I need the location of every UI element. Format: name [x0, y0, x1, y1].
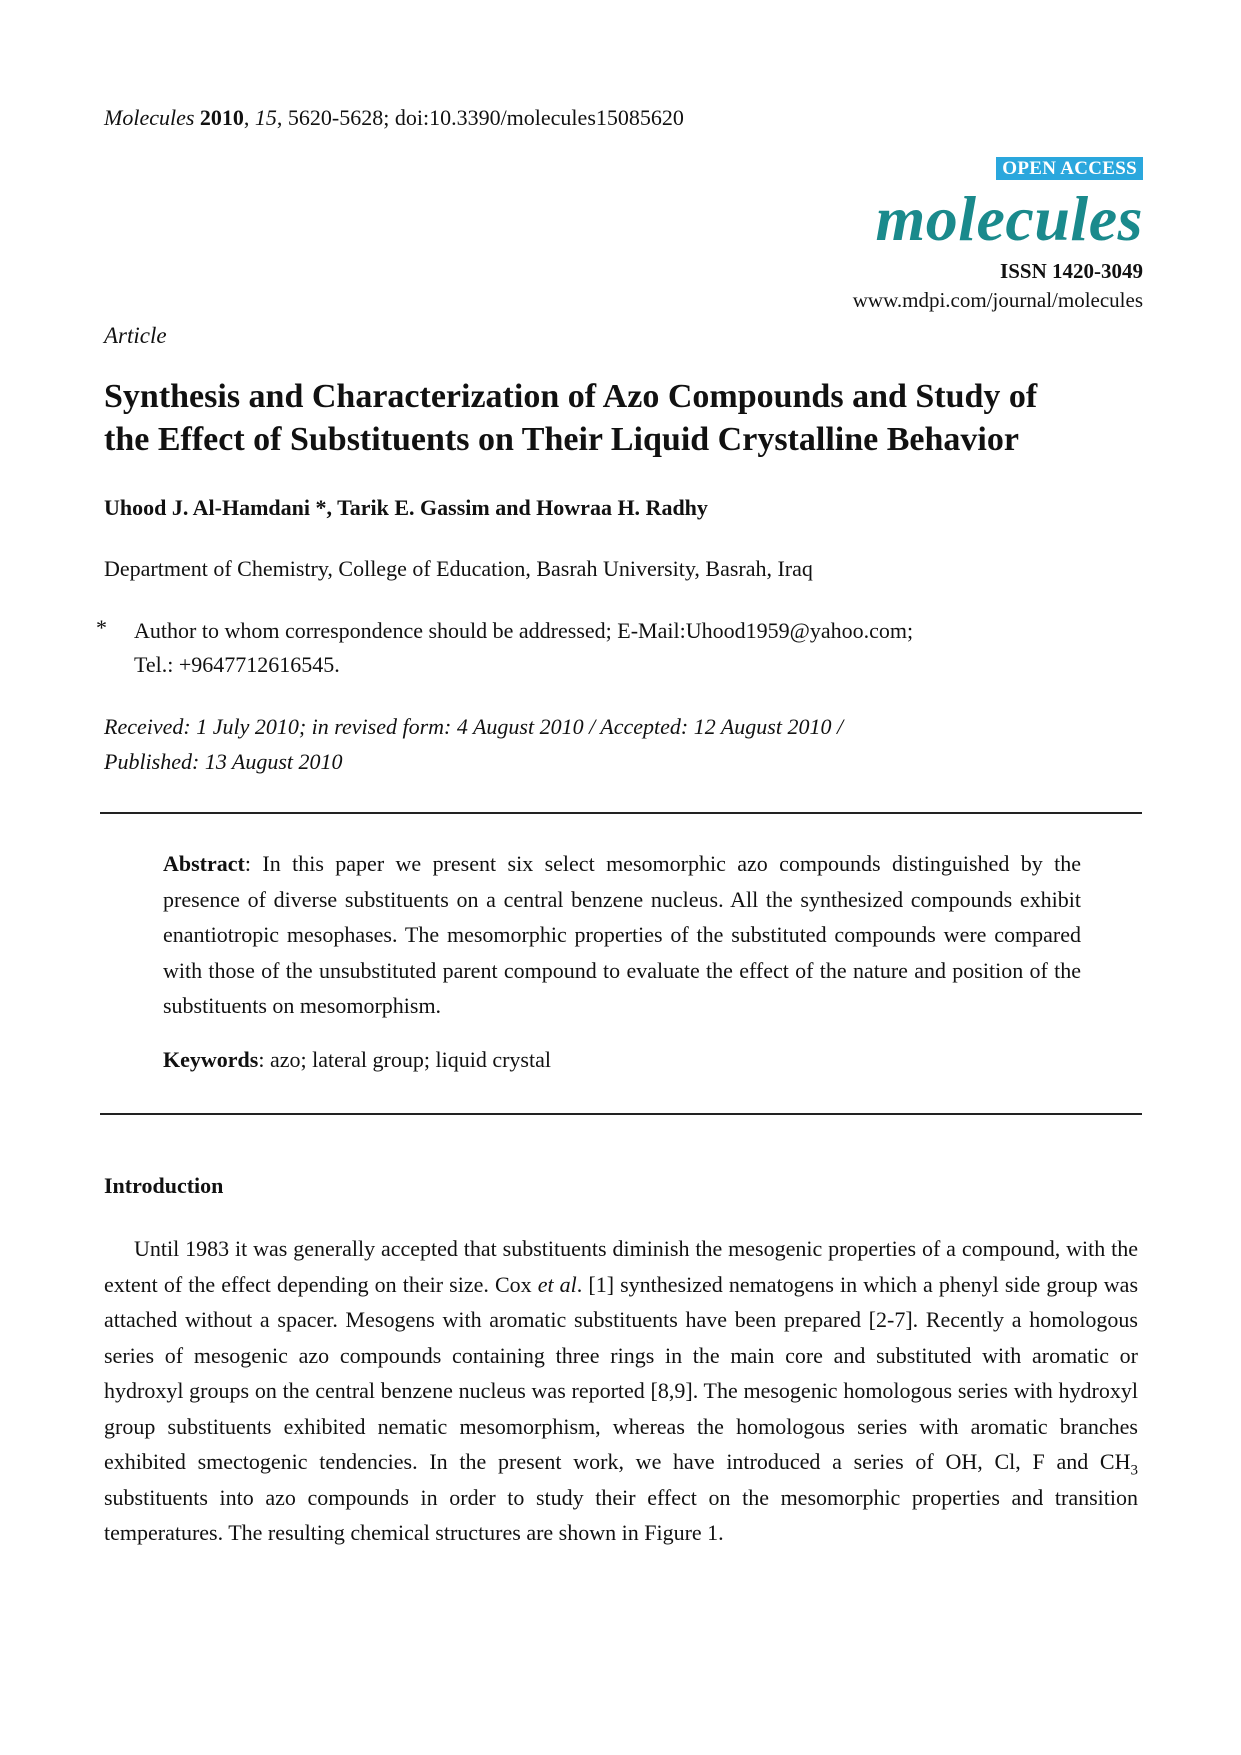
intro-subscript: 3: [1130, 1462, 1138, 1479]
divider-bottom: [100, 1113, 1142, 1115]
intro-text-3: substituents into azo compounds in order to study their effect on the mesomorphic properties and transition temperatures. The resulting chemical structures are shown in Figure 1.: [104, 1484, 1138, 1545]
intro-text-1: Until 1983 it was generally accepted that substituents diminish the mesogenic properties of a compound, with the extent of the effect depending on their size. Cox: [104, 1236, 1138, 1297]
keywords-label: Keywords: [163, 1047, 259, 1072]
abstract-label: Abstract: [163, 851, 245, 876]
dates-line-2: Published: 13 August 2010: [104, 749, 343, 774]
intro-text-2: . [1] synthesized nematogens in which a phenyl side group was attached without a spacer. Mesogens with aromatic substituents have been prepared [2-7]. Recently a homologous series of mesogenic azo compounds containing three rings in the main core and substituted with aromatic or hydroxyl groups on the central benzene nucleus was reported [8,9]. The mesogenic homologous series with hydroxyl group substituents exhibited nematic mesomorphism, whereas the homologous series with aromatic branches exhibited smectogenic tendencies. In the present work, we have introduced a series of OH, Cl, F and CH: [104, 1271, 1139, 1474]
dates-line-1: Received: 1 July 2010; in revised form: 4 August 2010 / Accepted: 12 August 2010 /: [104, 714, 844, 739]
title-line-1: Synthesis and Characterization of Azo Compounds and Study of: [104, 378, 1038, 415]
citation-volume: 15: [254, 105, 277, 130]
introduction-paragraph: [104, 1231, 1138, 1551]
divider-top: [100, 812, 1142, 814]
correspondence-mark: *: [96, 615, 107, 640]
citation-journal: Molecules: [104, 105, 195, 130]
citation-line: Molecules 2010, 15, 5620-5628; doi:10.3390/molecules15085620: [104, 105, 684, 130]
section-heading-introduction: Introduction: [104, 1173, 224, 1198]
issn: ISSN 1420-3049: [1000, 259, 1143, 283]
intro-etal: et al: [537, 1271, 577, 1297]
keywords: [163, 1046, 551, 1074]
correspondence: [134, 614, 1134, 682]
correspondence-line-2: Tel.: +9647712616545.: [134, 652, 340, 677]
paper-title: [104, 375, 1154, 461]
journal-url[interactable]: www.mdpi.com/journal/molecules: [852, 288, 1143, 312]
open-access-badge: OPEN ACCESS: [996, 157, 1143, 180]
article-type: Article: [104, 323, 167, 348]
authors: Uhood J. Al-Hamdani *, Tarik E. Gassim and Howraa H. Radhy: [104, 495, 708, 520]
abstract-text: : In this paper we present six select mesomorphic azo compounds distinguished by the presence of diverse substituents on a central benzene nucleus. All the synthesized compounds exhibit enantiotropic mesophases. The mesomorphic properties of the substituted compounds were compared with those of the unsubstituted parent compound to evaluate the effect of the nature and position of the substituents on mesomorphism.: [163, 851, 1081, 1018]
keywords-text: : azo; lateral group; liquid crystal: [258, 1047, 551, 1072]
citation-year: 2010: [199, 105, 244, 130]
abstract: [163, 846, 1081, 1024]
journal-logo: molecules: [875, 183, 1143, 254]
publication-dates: [104, 709, 1154, 779]
citation-rest: , 5620-5628; doi:10.3390/molecules15085620: [276, 105, 684, 130]
correspondence-line-1: Author to whom correspondence should be addressed; E-Mail:Uhood1959@yahoo.com;: [134, 618, 914, 643]
title-line-2: the Effect of Substituents on Their Liquid Crystalline Behavior: [104, 421, 1019, 458]
affiliation: Department of Chemistry, College of Education, Basrah University, Basrah, Iraq: [104, 556, 813, 581]
